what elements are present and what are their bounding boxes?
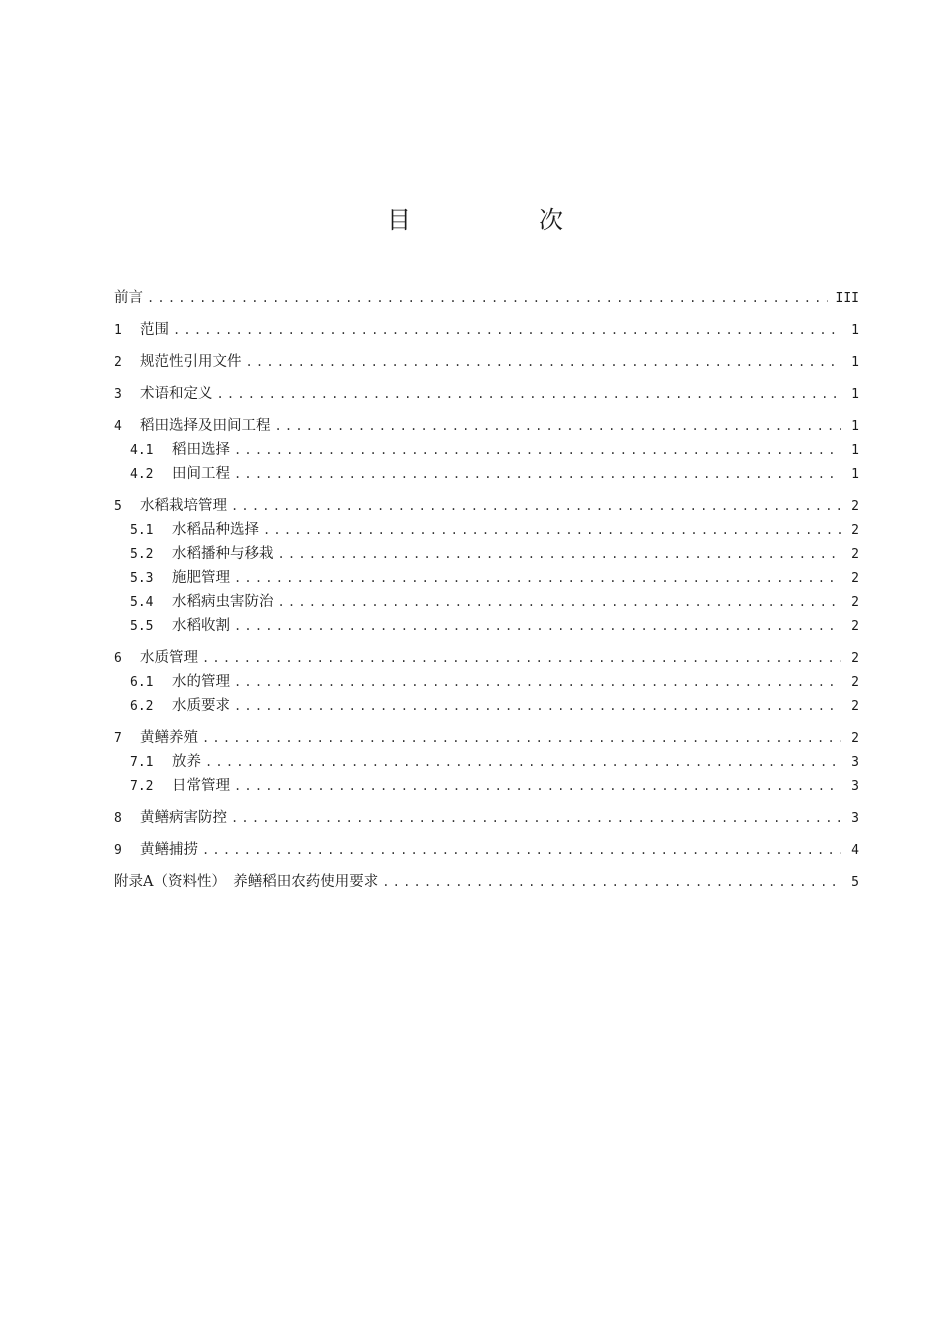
toc-entry-label: 放养	[172, 754, 201, 770]
toc-entry-label: 水稻播种与移栽	[172, 546, 274, 562]
toc-entry-page-number: 1	[851, 443, 859, 458]
toc-entry-number: 4.2	[130, 467, 154, 482]
toc-dot-leader	[234, 670, 841, 694]
toc-entry-page-number: 2	[851, 571, 859, 586]
toc-entry-label: 术语和定义	[140, 386, 213, 402]
toc-entry-label: 施肥管理	[172, 570, 230, 586]
toc-dot-leader	[231, 494, 841, 518]
toc-entry-number: 4.1	[130, 443, 154, 458]
toc-entry[interactable]	[114, 350, 859, 374]
toc-dot-leader	[173, 318, 841, 342]
toc-entry-label: 黄鳝病害防控	[140, 810, 227, 826]
toc-entry[interactable]	[114, 438, 859, 462]
toc-dot-leader	[217, 382, 842, 406]
toc-entry-page-number: 1	[851, 355, 859, 370]
toc-dot-leader	[147, 286, 828, 310]
toc-dot-leader	[234, 566, 841, 590]
toc-dot-leader	[234, 774, 841, 798]
toc-entry[interactable]	[114, 566, 859, 590]
toc-entry-page-number: 2	[851, 523, 859, 538]
toc-entry-page-number: 1	[851, 419, 859, 434]
toc-entry[interactable]	[114, 462, 859, 486]
toc-entry-page-number: 1	[851, 467, 859, 482]
toc-entry[interactable]	[114, 774, 859, 798]
toc-entry-page-number: 2	[851, 699, 859, 714]
toc-dot-leader	[275, 414, 842, 438]
toc-entry[interactable]	[114, 750, 859, 774]
toc-entry[interactable]	[114, 694, 859, 718]
toc-entry-label: 水质要求	[172, 698, 230, 714]
toc-entry[interactable]	[114, 590, 859, 614]
toc-entry-page-number: 2	[851, 675, 859, 690]
toc-entry-label: 规范性引用文件	[140, 354, 242, 370]
toc-entry[interactable]	[114, 838, 859, 862]
toc-dot-leader	[278, 542, 842, 566]
toc-entry[interactable]	[114, 614, 859, 638]
toc-entry-label: 前言	[114, 290, 143, 306]
toc-entry[interactable]	[114, 286, 859, 310]
toc-dot-leader	[382, 870, 841, 894]
toc-entry-number: 3	[114, 387, 122, 402]
toc-entry-label: 黄鳝捕捞	[140, 842, 198, 858]
toc-entry-page-number: 1	[851, 323, 859, 338]
toc-entry[interactable]	[114, 318, 859, 342]
page-title: 目 次	[387, 206, 615, 234]
toc-entry-number: 6.1	[130, 675, 154, 690]
toc-dot-leader	[263, 518, 841, 542]
toc-entry-label: 水稻品种选择	[172, 522, 259, 538]
toc-entry[interactable]	[114, 726, 859, 750]
table-of-contents	[114, 286, 859, 894]
toc-dot-leader	[234, 462, 841, 486]
toc-entry-page-number: 1	[851, 387, 859, 402]
toc-entry-number: 2	[114, 355, 122, 370]
toc-entry[interactable]	[114, 542, 859, 566]
toc-entry-page-number: 2	[851, 499, 859, 514]
toc-dot-leader	[231, 806, 841, 830]
toc-entry-page-number: 2	[851, 731, 859, 746]
toc-entry-number: 4	[114, 419, 122, 434]
toc-entry-label: 稻田选择	[172, 442, 230, 458]
toc-entry-label: 水的管理	[172, 674, 230, 690]
toc-entry-label: 黄鳝养殖	[140, 730, 198, 746]
toc-entry-number: 5	[114, 499, 122, 514]
toc-entry-number: 6	[114, 651, 122, 666]
toc-entry-number: 1	[114, 323, 122, 338]
toc-entry[interactable]	[114, 870, 859, 894]
toc-entry-label: 日常管理	[172, 778, 230, 794]
toc-entry-page-number: 2	[851, 547, 859, 562]
toc-entry-label: 附录A（资料性） 养鳝稻田农药使用要求	[114, 874, 379, 890]
toc-entry-label: 稻田选择及田间工程	[140, 418, 271, 434]
toc-entry-page-number: 2	[851, 619, 859, 634]
toc-entry-number: 5.1	[130, 523, 154, 538]
toc-entry[interactable]	[114, 518, 859, 542]
toc-dot-leader	[234, 438, 841, 462]
toc-entry-number: 5.5	[130, 619, 154, 634]
toc-entry[interactable]	[114, 414, 859, 438]
toc-dot-leader	[202, 726, 841, 750]
toc-dot-leader	[246, 350, 842, 374]
toc-entry-number: 5.4	[130, 595, 154, 610]
toc-entry-number: 7.1	[130, 755, 154, 770]
toc-entry-page-number: 5	[851, 875, 859, 890]
toc-entry-number: 7	[114, 731, 122, 746]
toc-entry-label: 水稻栽培管理	[140, 498, 227, 514]
toc-entry-number: 6.2	[130, 699, 154, 714]
toc-dot-leader	[278, 590, 842, 614]
toc-dot-leader	[202, 646, 841, 670]
toc-entry-label: 水质管理	[140, 650, 198, 666]
toc-entry-number: 7.2	[130, 779, 154, 794]
toc-entry[interactable]	[114, 494, 859, 518]
toc-entry-page-number: 4	[851, 843, 859, 858]
toc-entry-number: 8	[114, 811, 122, 826]
toc-dot-leader	[234, 694, 841, 718]
toc-entry-label: 田间工程	[172, 466, 230, 482]
toc-entry-page-number: 3	[851, 755, 859, 770]
toc-entry[interactable]	[114, 806, 859, 830]
toc-entry-page-number: III	[835, 291, 859, 306]
toc-entry[interactable]	[114, 646, 859, 670]
toc-entry-label: 水稻病虫害防治	[172, 594, 274, 610]
toc-entry-page-number: 2	[851, 595, 859, 610]
toc-entry-page-number: 3	[851, 779, 859, 794]
toc-entry-page-number: 2	[851, 651, 859, 666]
toc-dot-leader	[234, 614, 841, 638]
toc-entry-number: 9	[114, 843, 122, 858]
toc-entry-number: 5.2	[130, 547, 154, 562]
toc-entry-page-number: 3	[851, 811, 859, 826]
toc-entry-number: 5.3	[130, 571, 154, 586]
toc-dot-leader	[205, 750, 841, 774]
toc-entry[interactable]	[114, 670, 859, 694]
toc-dot-leader	[202, 838, 841, 862]
toc-entry[interactable]	[114, 382, 859, 406]
toc-entry-label: 范围	[140, 322, 169, 338]
toc-entry-label: 水稻收割	[172, 618, 230, 634]
